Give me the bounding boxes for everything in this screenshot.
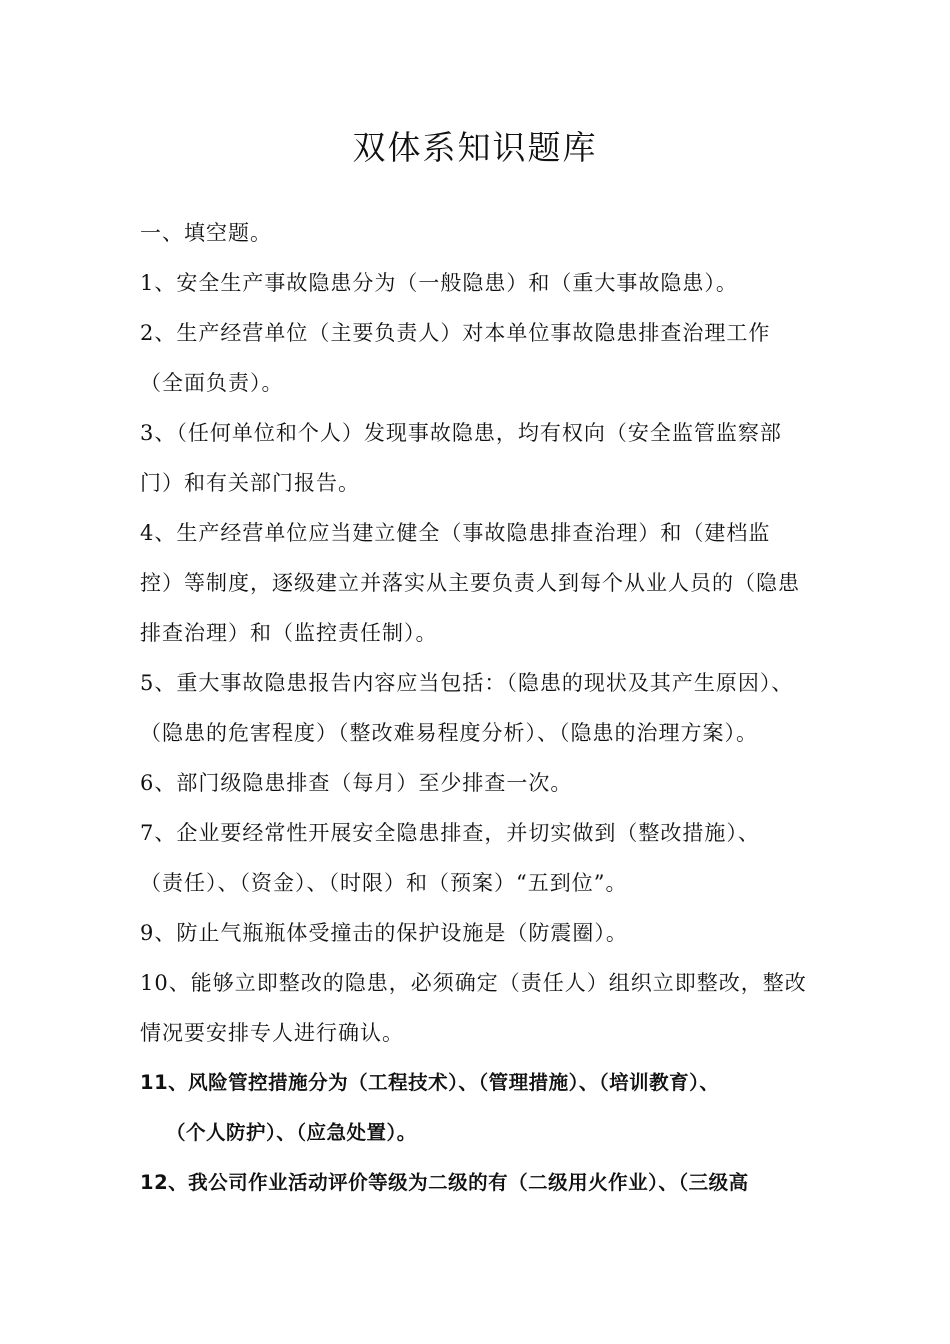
page-title: 双体系知识题库 xyxy=(352,128,598,167)
question-10-line-2: 情况要安排专人进行确认。 xyxy=(140,1021,404,1045)
question-6-line-1: 6、部门级隐患排查（每月）至少排查一次。 xyxy=(140,771,573,795)
question-1-line-1: 1、安全生产事故隐患分为（一般隐患）和（重大事故隐患）。 xyxy=(140,271,738,295)
question-2-line-1: 2、生产经营单位（主要负责人）对本单位事故隐患排查治理工作 xyxy=(140,321,771,345)
question-2-line-2: （全面负责）。 xyxy=(140,371,284,395)
question-7-line-2: （责任）、（资金）、（时限）和（预案）“五到位”。 xyxy=(140,871,628,895)
question-9-line-1: 9、防止气瓶瓶体受撞击的保护设施是（防震圈）。 xyxy=(140,921,628,945)
question-3-line-1: 3、（任何单位和个人）发现事故隐患，均有权向（安全监管监察部 xyxy=(140,421,782,445)
question-5-line-2: （隐患的危害程度）（整改难易程度分析）、（隐患的治理方案）。 xyxy=(140,721,758,745)
question-7-line-1: 7、企业要经常性开展安全隐患排查，并切实做到（整改措施）、 xyxy=(140,821,760,845)
question-3-line-2: 门）和有关部门报告。 xyxy=(140,471,360,495)
question-4-line-3: 排查治理）和（监控责任制）。 xyxy=(140,621,438,645)
section-heading: 一、填空题。 xyxy=(140,221,272,245)
question-11-line-1: 11、风险管控措施分为（工程技术）、（管理措施）、（培训教育）、 xyxy=(140,1071,720,1094)
question-4-line-2: 控）等制度，逐级建立并落实从主要负责人到每个从业人员的（隐患 xyxy=(140,571,800,595)
question-12-line-1: 12、我公司作业活动评价等级为二级的有（二级用火作业）、（三级高 xyxy=(140,1171,749,1194)
question-10-line-1: 10、能够立即整改的隐患，必须确定（责任人）组织立即整改，整改 xyxy=(140,971,807,995)
question-11-line-2: （个人防护）、（应急处置）。 xyxy=(166,1121,417,1144)
question-5-line-1: 5、重大事故隐患报告内容应当包括：（隐患的现状及其产生原因）、 xyxy=(140,671,794,695)
question-4-line-1: 4、生产经营单位应当建立健全（事故隐患排查治理）和（建档监 xyxy=(140,521,771,545)
